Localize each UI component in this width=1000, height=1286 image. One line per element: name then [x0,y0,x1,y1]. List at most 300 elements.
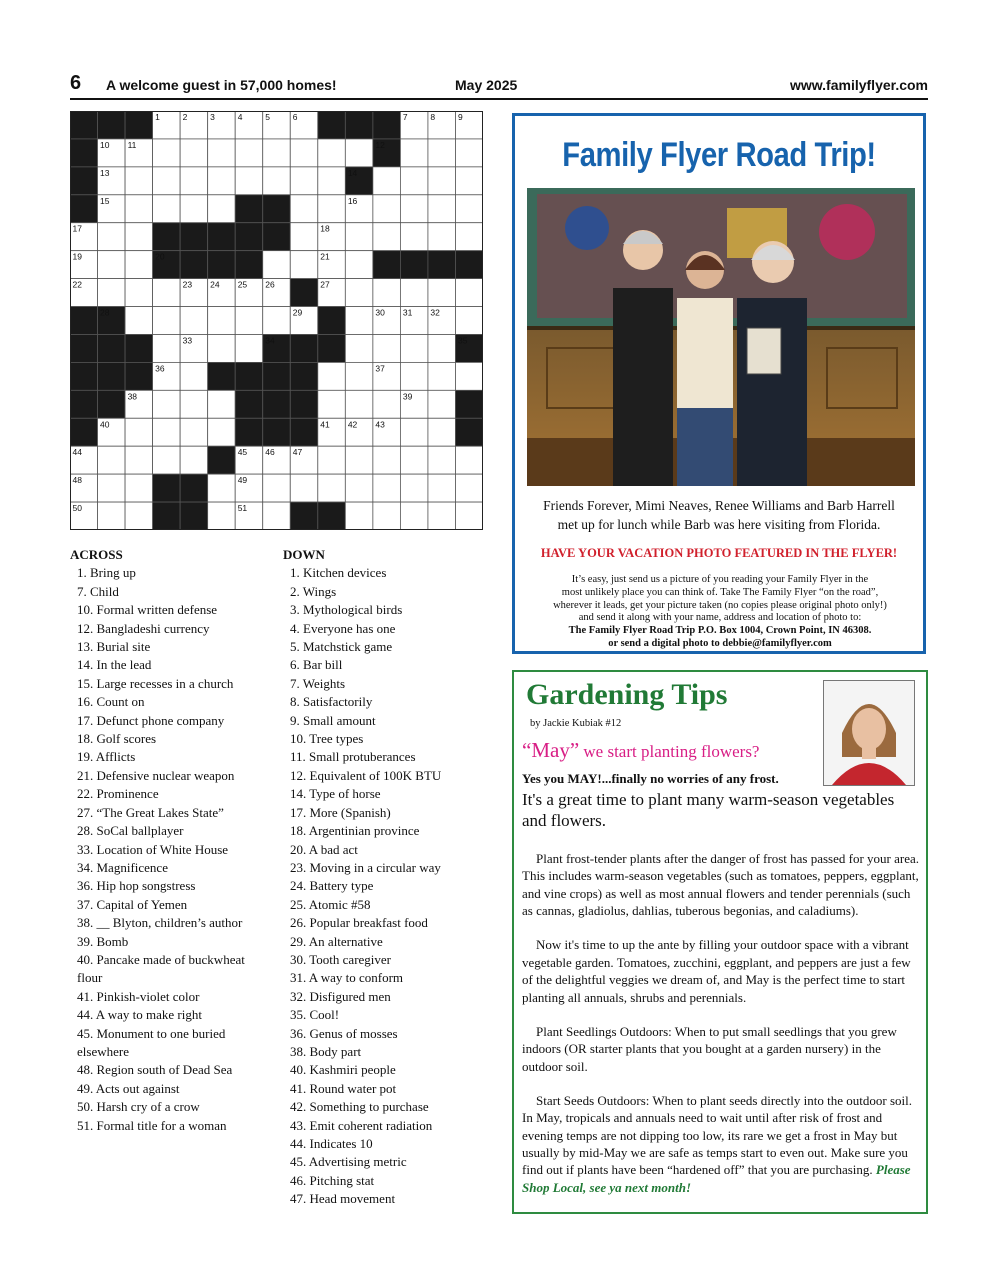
clue-item: 42. Something to purchase [290,1099,429,1115]
clue-item: 26. Popular breakfast food [290,915,428,931]
road-trip-box [512,113,926,654]
grid-block [70,334,98,362]
grid-cell[interactable] [180,195,208,223]
grid-cell[interactable] [455,446,483,474]
grid-cell[interactable] [125,195,153,223]
clue-item: 8. Satisfactorily [290,694,373,710]
grid-cell[interactable] [318,474,346,502]
grid-cell[interactable] [428,446,456,474]
grid-cell[interactable] [290,251,318,279]
gardening-tips-box [512,670,928,1214]
grid-cell[interactable] [400,167,428,195]
page-header [70,72,928,100]
clue-item: 1. Kitchen devices [290,565,387,581]
grid-cell[interactable] [180,390,208,418]
grid-block [70,167,98,195]
grid-cell[interactable] [455,195,483,223]
grid-cell[interactable] [428,167,456,195]
grid-cell[interactable] [180,307,208,335]
grid-block [98,111,126,139]
grid-number: 22 [72,279,82,290]
grid-block [345,111,373,139]
clue-item: 49. Acts out against [77,1080,180,1096]
grid-number: 24 [210,279,220,290]
grid-cell[interactable] [428,418,456,446]
grid-number: 44 [72,447,82,458]
grid-block [428,251,456,279]
grid-block [455,418,483,446]
grid-block [153,474,181,502]
clue-item: 43. Emit coherent radiation [290,1117,433,1133]
grid-block [208,223,236,251]
crossword-grid[interactable] [70,111,483,530]
grid-number: 31 [402,307,413,318]
grid-block [263,362,291,390]
grid-number: 30 [375,307,385,318]
grid-cell[interactable] [235,139,263,167]
grid-number: 12 [375,139,385,150]
grid-number: 38 [127,391,138,402]
grid-cell[interactable] [345,223,373,251]
clue-item: 15. Large recesses in a church [77,675,234,691]
grid-number: 32 [430,307,440,318]
grid-cell[interactable] [208,502,236,530]
grid-cell[interactable] [208,474,236,502]
grid-cell[interactable] [373,390,401,418]
grid-cell[interactable] [180,446,208,474]
grid-cell[interactable] [290,139,318,167]
grid-number: 27 [320,279,330,290]
grid-cell[interactable] [345,279,373,307]
grid-block [318,111,346,139]
clue-item: 44. Indicates 10 [290,1136,373,1151]
grid-cell[interactable] [290,223,318,251]
grid-number: 21 [320,251,330,262]
clue-item: 27. “The Great Lakes State” [77,804,224,820]
grid-block [400,251,428,279]
grid-cell[interactable] [263,139,291,167]
paragraph [522,1092,922,1196]
author-photo [823,680,915,786]
grid-cell[interactable] [153,418,181,446]
grid-cell[interactable] [180,139,208,167]
grid-block [235,362,263,390]
grid-cell[interactable] [455,502,483,530]
grid-block [70,195,98,223]
grid-number: 8 [430,112,436,122]
clue-item: 40. Pancake made of buckwheat flour [77,951,245,986]
grid-block [263,195,291,223]
grid-block [263,418,291,446]
grid-block [180,474,208,502]
grid-cell[interactable] [208,195,236,223]
grid-cell[interactable] [345,362,373,390]
clue-item: 12. Equivalent of 100K BTU [290,767,442,783]
grid-cell[interactable] [345,474,373,502]
clue-item: 18. Argentinian province [290,823,420,839]
grid-block [125,362,153,390]
clue-item: 28. SoCal ballplayer [77,823,184,839]
grid-cell[interactable] [180,362,208,390]
grid-cell[interactable] [153,446,181,474]
grid-block [263,223,291,251]
grid-cell[interactable] [400,195,428,223]
grid-cell[interactable] [400,474,428,502]
grid-block [70,139,98,167]
grid-number: 3 [210,112,215,122]
grid-cell[interactable] [400,139,428,167]
grid-cell[interactable] [428,139,456,167]
grid-number: 9 [457,112,463,122]
grid-cell[interactable] [400,446,428,474]
grid-number: 29 [292,307,303,318]
clue-item: 4. Everyone has one [290,620,396,636]
grid-cell[interactable] [208,167,236,195]
grid-cell[interactable] [125,167,153,195]
grid-block [290,279,318,307]
grid-number: 6 [292,112,298,122]
clue-item: 20. A bad act [290,841,358,857]
grid-cell[interactable] [318,362,346,390]
grid-block [208,251,236,279]
clue-item: 36. Hip hop songstress [77,878,196,894]
page-number: 6 [70,72,82,94]
grid-block [373,251,401,279]
clue-item: 3. Mythological birds [290,602,403,618]
instruction-line: and send it along with your name, address and location of photo to: [578,612,862,624]
grid-cell[interactable] [428,195,456,223]
grid-number: 25 [237,279,248,290]
grid-cell[interactable] [345,446,373,474]
header-tagline: A welcome guest in 57,000 homes! [106,77,337,93]
grid-number: 41 [320,419,330,430]
grid-block [70,307,98,335]
clue-item: 5. Matchstick game [290,639,393,655]
website-link[interactable]: www.familyflyer.com [790,77,928,93]
instruction-line: It’s easy, just send us a picture of you reading your Family Flyer in the [571,574,869,585]
clue-item: 35. Cool! [290,1007,340,1023]
subtitle-quote: “May” [522,738,580,762]
grid-cell[interactable] [428,502,456,530]
article-body [522,850,922,1213]
grid-number: 42 [347,419,358,430]
grid-block [208,446,236,474]
call-to-action: HAVE YOUR VACATION PHOTO FEATURED IN THE FLYER! [540,546,898,560]
grid-cell[interactable] [125,418,153,446]
clue-item: 39. Bomb [77,933,129,949]
grid-cell[interactable] [455,307,483,335]
grid-cell[interactable] [263,251,291,279]
grid-cell[interactable] [153,195,181,223]
grid-cell[interactable] [373,223,401,251]
clue-item: 48. Region south of Dead Sea [77,1062,233,1078]
grid-number: 7 [402,112,408,122]
clue-item: 6. Bar bill [290,657,343,673]
grid-cell[interactable] [428,362,456,390]
grid-cell[interactable] [345,390,373,418]
gardening-title: Gardening Tips [526,678,728,711]
grid-cell[interactable] [373,279,401,307]
grid-cell[interactable] [125,307,153,335]
grid-cell[interactable] [455,474,483,502]
clue-item: 17. More (Spanish) [290,804,391,820]
grid-block [455,251,483,279]
across-clues [70,546,270,1135]
grid-cell[interactable] [153,139,181,167]
grid-number: 50 [72,503,82,514]
grid-cell[interactable] [428,279,456,307]
clue-item: 29. An alternative [290,933,383,949]
grid-block [290,390,318,418]
grid-cell[interactable] [318,446,346,474]
grid-number: 16 [347,195,358,206]
grid-cell[interactable] [373,167,401,195]
grid-block [153,223,181,251]
clue-item: 41. Pinkish-violet color [77,988,200,1004]
grid-block [235,195,263,223]
grid-cell[interactable] [318,167,346,195]
grid-number: 51 [237,503,248,514]
grid-block [455,390,483,418]
down-heading: DOWN [283,547,325,562]
grid-number: 15 [100,195,110,206]
grid-number: 4 [237,112,243,122]
instruction-line: most unlikely place you can think of. Take The Family Flyer “on the road”, [561,586,879,598]
grid-number: 34 [265,335,275,346]
clue-item: 10. Tree types [290,731,364,747]
grid-number: 14 [347,167,358,178]
clue-item: 1. Bring up [77,565,136,581]
clue-item: 30. Tooth caregiver [290,951,392,967]
clue-item: 18. Golf scores [77,731,157,747]
grid-cell[interactable] [455,279,483,307]
grid-cell[interactable] [428,334,456,362]
grid-cell[interactable] [263,502,291,530]
grid-cell[interactable] [400,334,428,362]
mailing-address: The Family Flyer Road Trip P.O. Box 1004, Crown Point, IN 46308. [568,625,872,637]
lead-large: It's a great time to plant many warm-season vegetables and flowers. [522,790,895,830]
paragraph: Plant frost-tender plants after the danger of frost has passed for your area. This includes warm-season vegetables (such as tomatoes, peppers, eggplant, and vine crops) as well as most annual flowers and tender perennials (such as cannas, gladiolus, dahlias, tuberous begonias, and caladiums). [522,851,919,919]
grid-cell[interactable] [263,474,291,502]
grid-cell[interactable] [345,251,373,279]
grid-cell[interactable] [345,334,373,362]
grid-cell[interactable] [290,195,318,223]
clue-item: 13. Burial site [77,639,151,655]
grid-cell[interactable] [428,390,456,418]
grid-cell[interactable] [235,334,263,362]
author-byline: by Jackie Kubiak #12 [530,718,622,729]
grid-cell[interactable] [180,167,208,195]
grid-cell[interactable] [98,446,126,474]
clue-item: 36. Genus of mosses [290,1025,398,1041]
clue-item: 7. Child [77,583,119,599]
grid-cell[interactable] [318,195,346,223]
clue-item: 9. Small amount [290,712,376,728]
clue-item: 22. Prominence [77,786,159,802]
grid-cell[interactable] [345,139,373,167]
grid-block [125,334,153,362]
grid-block [373,111,401,139]
grid-cell[interactable] [125,446,153,474]
clue-item: 24. Battery type [290,878,374,894]
grid-cell[interactable] [318,139,346,167]
grid-cell[interactable] [153,279,181,307]
grid-cell[interactable] [373,334,401,362]
grid-cell[interactable] [455,167,483,195]
clue-item: 45. Advertising metric [290,1154,407,1170]
grid-cell[interactable] [208,139,236,167]
grid-block [290,502,318,530]
grid-block [180,223,208,251]
lead-bold: Yes you MAY!...finally no worries of any frost. [522,771,779,786]
grid-number: 46 [265,447,275,458]
grid-number: 39 [402,391,413,402]
across-heading: ACROSS [70,547,123,562]
grid-cell[interactable] [125,223,153,251]
grid-cell[interactable] [400,418,428,446]
grid-cell[interactable] [98,279,126,307]
clue-item: 46. Pitching stat [290,1172,375,1188]
grid-cell[interactable] [125,502,153,530]
grid-cell[interactable] [208,390,236,418]
grid-cell[interactable] [455,362,483,390]
grid-block [235,418,263,446]
clue-item: 44. A way to make right [77,1007,202,1023]
grid-number: 49 [237,475,248,486]
grid-number: 26 [265,279,275,290]
paragraph: Plant Seedlings Outdoors: When to put small seedlings that you grew indoors (OR starter plants that you bought at a garden nursery) in the outdoor soil. [522,1023,897,1074]
grid-cell[interactable] [455,223,483,251]
grid-cell[interactable] [373,195,401,223]
grid-block [153,502,181,530]
instruction-line: wherever it leads, get your picture taken (no copies please original photo only!) [553,599,887,611]
grid-block [70,390,98,418]
grid-number: 18 [320,223,330,234]
grid-number: 5 [265,112,270,122]
grid-cell[interactable] [235,307,263,335]
grid-cell[interactable] [373,446,401,474]
clue-item: 17. Defunct phone company [77,712,225,728]
clue-item: 45. Monument to one buried elsewhere [77,1025,226,1059]
grid-block [98,334,126,362]
grid-cell[interactable] [373,474,401,502]
grid-cell[interactable] [235,167,263,195]
grid-block [290,418,318,446]
clue-item: 25. Atomic #58 [290,896,371,912]
grid-number: 43 [375,419,385,430]
email-contact[interactable]: or send a digital photo to debbie@familyflyer.com [608,637,832,649]
subtitle-rest: we start planting flowers? [579,742,760,761]
paragraph-text: Start Seeds Outdoors: When to plant seeds directly into the outdoor soil. In May, tropicals and annuals need to wait until after risk of frost and evening temps are not dipping too low, its rare we get a frost in May but usually by mid-May we are safe as temps start to even out. Make sure you find out if plants have been “hardened off” that you are purchasing. [522,1092,912,1178]
clue-item: 2. Wings [290,583,337,599]
grid-number: 19 [72,251,82,262]
grid-number: 2 [182,112,188,122]
grid-cell[interactable] [400,362,428,390]
grid-block [318,502,346,530]
grid-number: 45 [237,447,248,458]
grid-cell[interactable] [208,334,236,362]
grid-block [318,334,346,362]
grid-cell[interactable] [125,279,153,307]
road-trip-title: Family Flyer Road Trip! [562,136,876,174]
grid-cell[interactable] [208,307,236,335]
grid-block [180,502,208,530]
grid-cell[interactable] [290,474,318,502]
grid-cell[interactable] [428,474,456,502]
clue-item: 10. Formal written defense [77,602,218,618]
grid-block [125,111,153,139]
road-trip-photo [527,188,915,486]
grid-cell[interactable] [125,251,153,279]
grid-cell[interactable] [400,223,428,251]
clue-item: 40. Kashmiri people [290,1062,396,1078]
grid-cell[interactable] [153,307,181,335]
grid-cell[interactable] [345,502,373,530]
grid-block [290,334,318,362]
grid-cell[interactable] [180,418,208,446]
grid-cell[interactable] [153,390,181,418]
clue-item: 23. Moving in a circular way [290,859,441,875]
grid-cell[interactable] [153,167,181,195]
down-clues [283,546,483,1209]
grid-block [70,111,98,139]
grid-cell[interactable] [318,390,346,418]
grid-block [235,223,263,251]
grid-number: 13 [100,167,110,178]
grid-cell[interactable] [345,307,373,335]
grid-cell[interactable] [98,223,126,251]
submission-instructions [525,574,915,651]
grid-number: 35 [457,335,468,346]
grid-cell[interactable] [455,139,483,167]
grid-cell[interactable] [400,502,428,530]
grid-number: 10 [100,139,110,150]
grid-cell[interactable] [98,474,126,502]
grid-block [208,362,236,390]
grid-cell[interactable] [98,251,126,279]
grid-block [235,251,263,279]
clue-item: 19. Afflicts [77,749,136,765]
clue-item: 32. Disfigured men [290,988,391,1004]
grid-cell[interactable] [263,307,291,335]
grid-cell[interactable] [125,474,153,502]
clue-item: 41. Round water pot [290,1080,397,1096]
clue-item: 14. Type of horse [290,786,381,802]
grid-cell[interactable] [208,418,236,446]
clue-item: 12. Bangladeshi currency [77,620,210,636]
grid-number: 28 [100,307,110,318]
grid-cell[interactable] [373,502,401,530]
clue-item: 50. Harsh cry of a crow [77,1099,200,1115]
grid-cell[interactable] [153,334,181,362]
clue-item: 38. Body part [290,1043,362,1059]
clue-item: 33. Location of White House [77,841,229,857]
grid-cell[interactable] [98,502,126,530]
clue-item: 51. Formal title for a woman [77,1117,227,1133]
grid-cell[interactable] [290,167,318,195]
clue-item: 38. __ Blyton, children’s author [77,915,243,931]
grid-number: 33 [182,335,193,346]
grid-number: 23 [182,279,193,290]
grid-cell[interactable] [263,167,291,195]
issue-date: May 2025 [455,77,518,93]
grid-number: 17 [72,223,82,234]
grid-cell[interactable] [428,223,456,251]
gardening-subtitle [522,738,759,763]
grid-number: 36 [155,363,165,374]
grid-number: 47 [292,447,303,458]
grid-cell[interactable] [400,279,428,307]
